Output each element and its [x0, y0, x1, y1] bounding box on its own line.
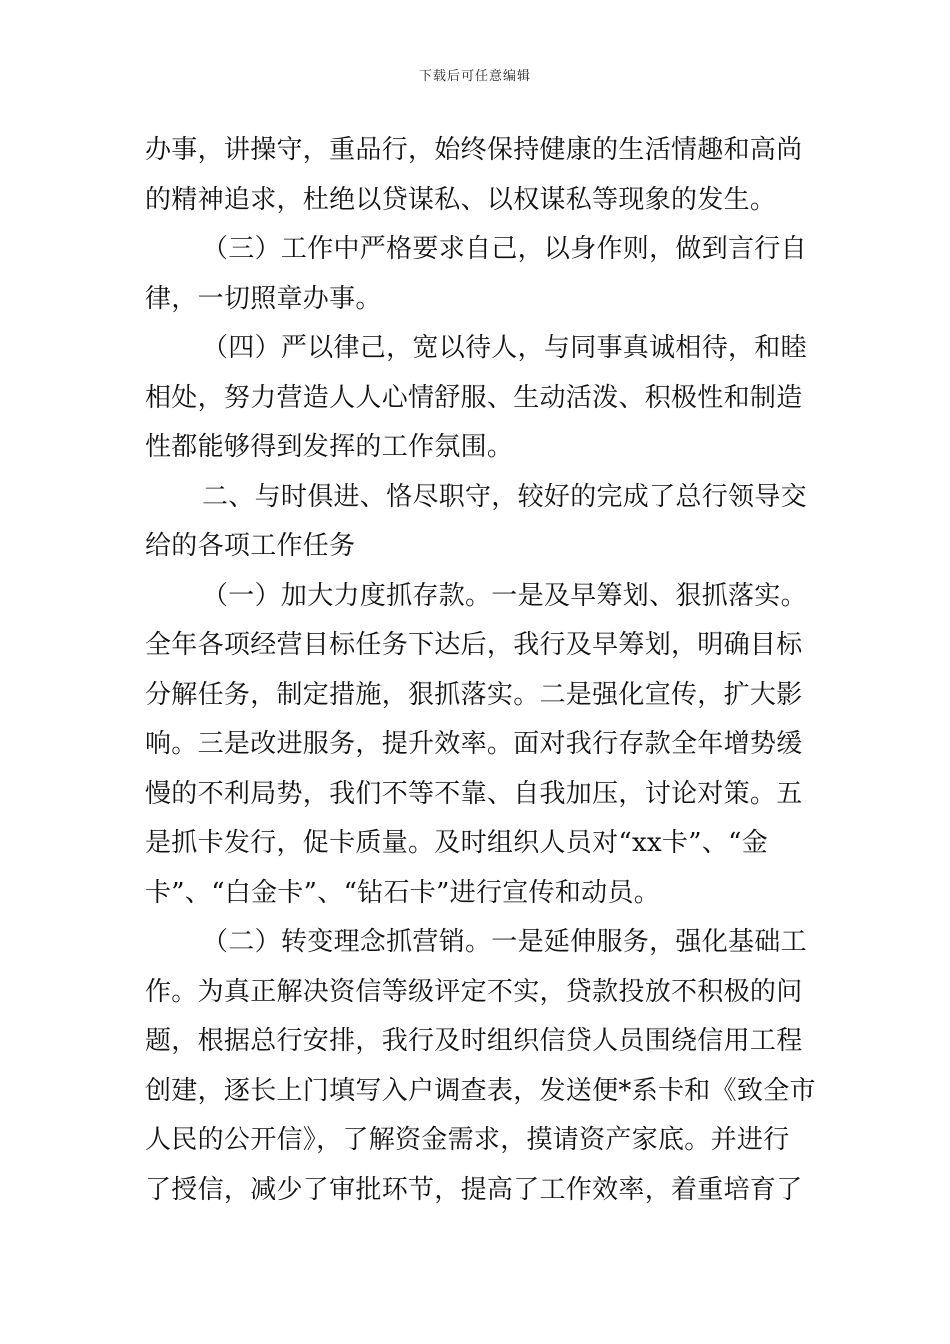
text-line: （一）加大力度抓存款。一是及早筹划、狠抓落实。: [202, 580, 807, 611]
text-line: （二）转变理念抓营销。一是延伸服务，强化基础工: [202, 927, 807, 957]
text-line: 相处，努力营造人人心情舒服、生动活泼、积极性和制造: [145, 382, 803, 413]
text-line: 全年各项经营目标任务下达后，我行及早筹划，明确目标: [145, 630, 803, 660]
text-line: 卡”、“白金卡”、“钻石卡”进行宣传和动员。: [145, 877, 661, 908]
text-line: 创建，逐长上门填写入户调查表，发送便*系卡和《致全市: [145, 1075, 816, 1106]
text-line: 办事，讲操守，重品行，始终保持健康的生活情趣和高尚: [145, 135, 803, 165]
text-line: （四）严以律己，宽以待人，与同事真诚相待，和睦: [202, 333, 807, 363]
text-line: 分解任务，制定措施，狠抓落实。二是强化宣传，扩大影: [145, 679, 803, 710]
section-heading: 给的各项工作任务: [145, 531, 356, 561]
text-line: 响。三是改进服务，提升效率。面对我行存款全年增势缓: [145, 729, 803, 759]
section-heading: 二、与时俱进、恪尽职守，较好的完成了总行领导交: [202, 481, 807, 512]
page-header-note: 下载后可任意编辑: [418, 69, 531, 84]
text-line: 慢的不利局势，我们不等不靠、自我加压，讨论对策。五: [145, 778, 803, 809]
document-body: [145, 126, 816, 1215]
text-line: （三）工作中严格要求自己，以身作则，做到言行自: [202, 234, 807, 264]
text-line: 题，根据总行安排，我行及时组织信贷人员围绕信用工程: [145, 1026, 803, 1056]
text-line: 是抓卡发行，促卡质量。及时组织人员对“xx卡”、“金: [145, 828, 769, 858]
text-line: 人民的公开信》，了解资金需求，摸请资产家底。并进行: [145, 1125, 790, 1155]
text-line: 性都能够得到发挥的工作氛围。: [145, 432, 514, 462]
text-line: 作。为真正解决资信等级评定不实，贷款投放不积极的问: [145, 976, 803, 1007]
text-line: 的精神追求，杜绝以贷谋私、以权谋私等现象的发生。: [145, 184, 777, 215]
text-line: 了授信，减少了审批环节，提高了工作效率，着重培育了: [145, 1174, 803, 1205]
text-line: 律，一切照章办事。: [145, 283, 382, 314]
